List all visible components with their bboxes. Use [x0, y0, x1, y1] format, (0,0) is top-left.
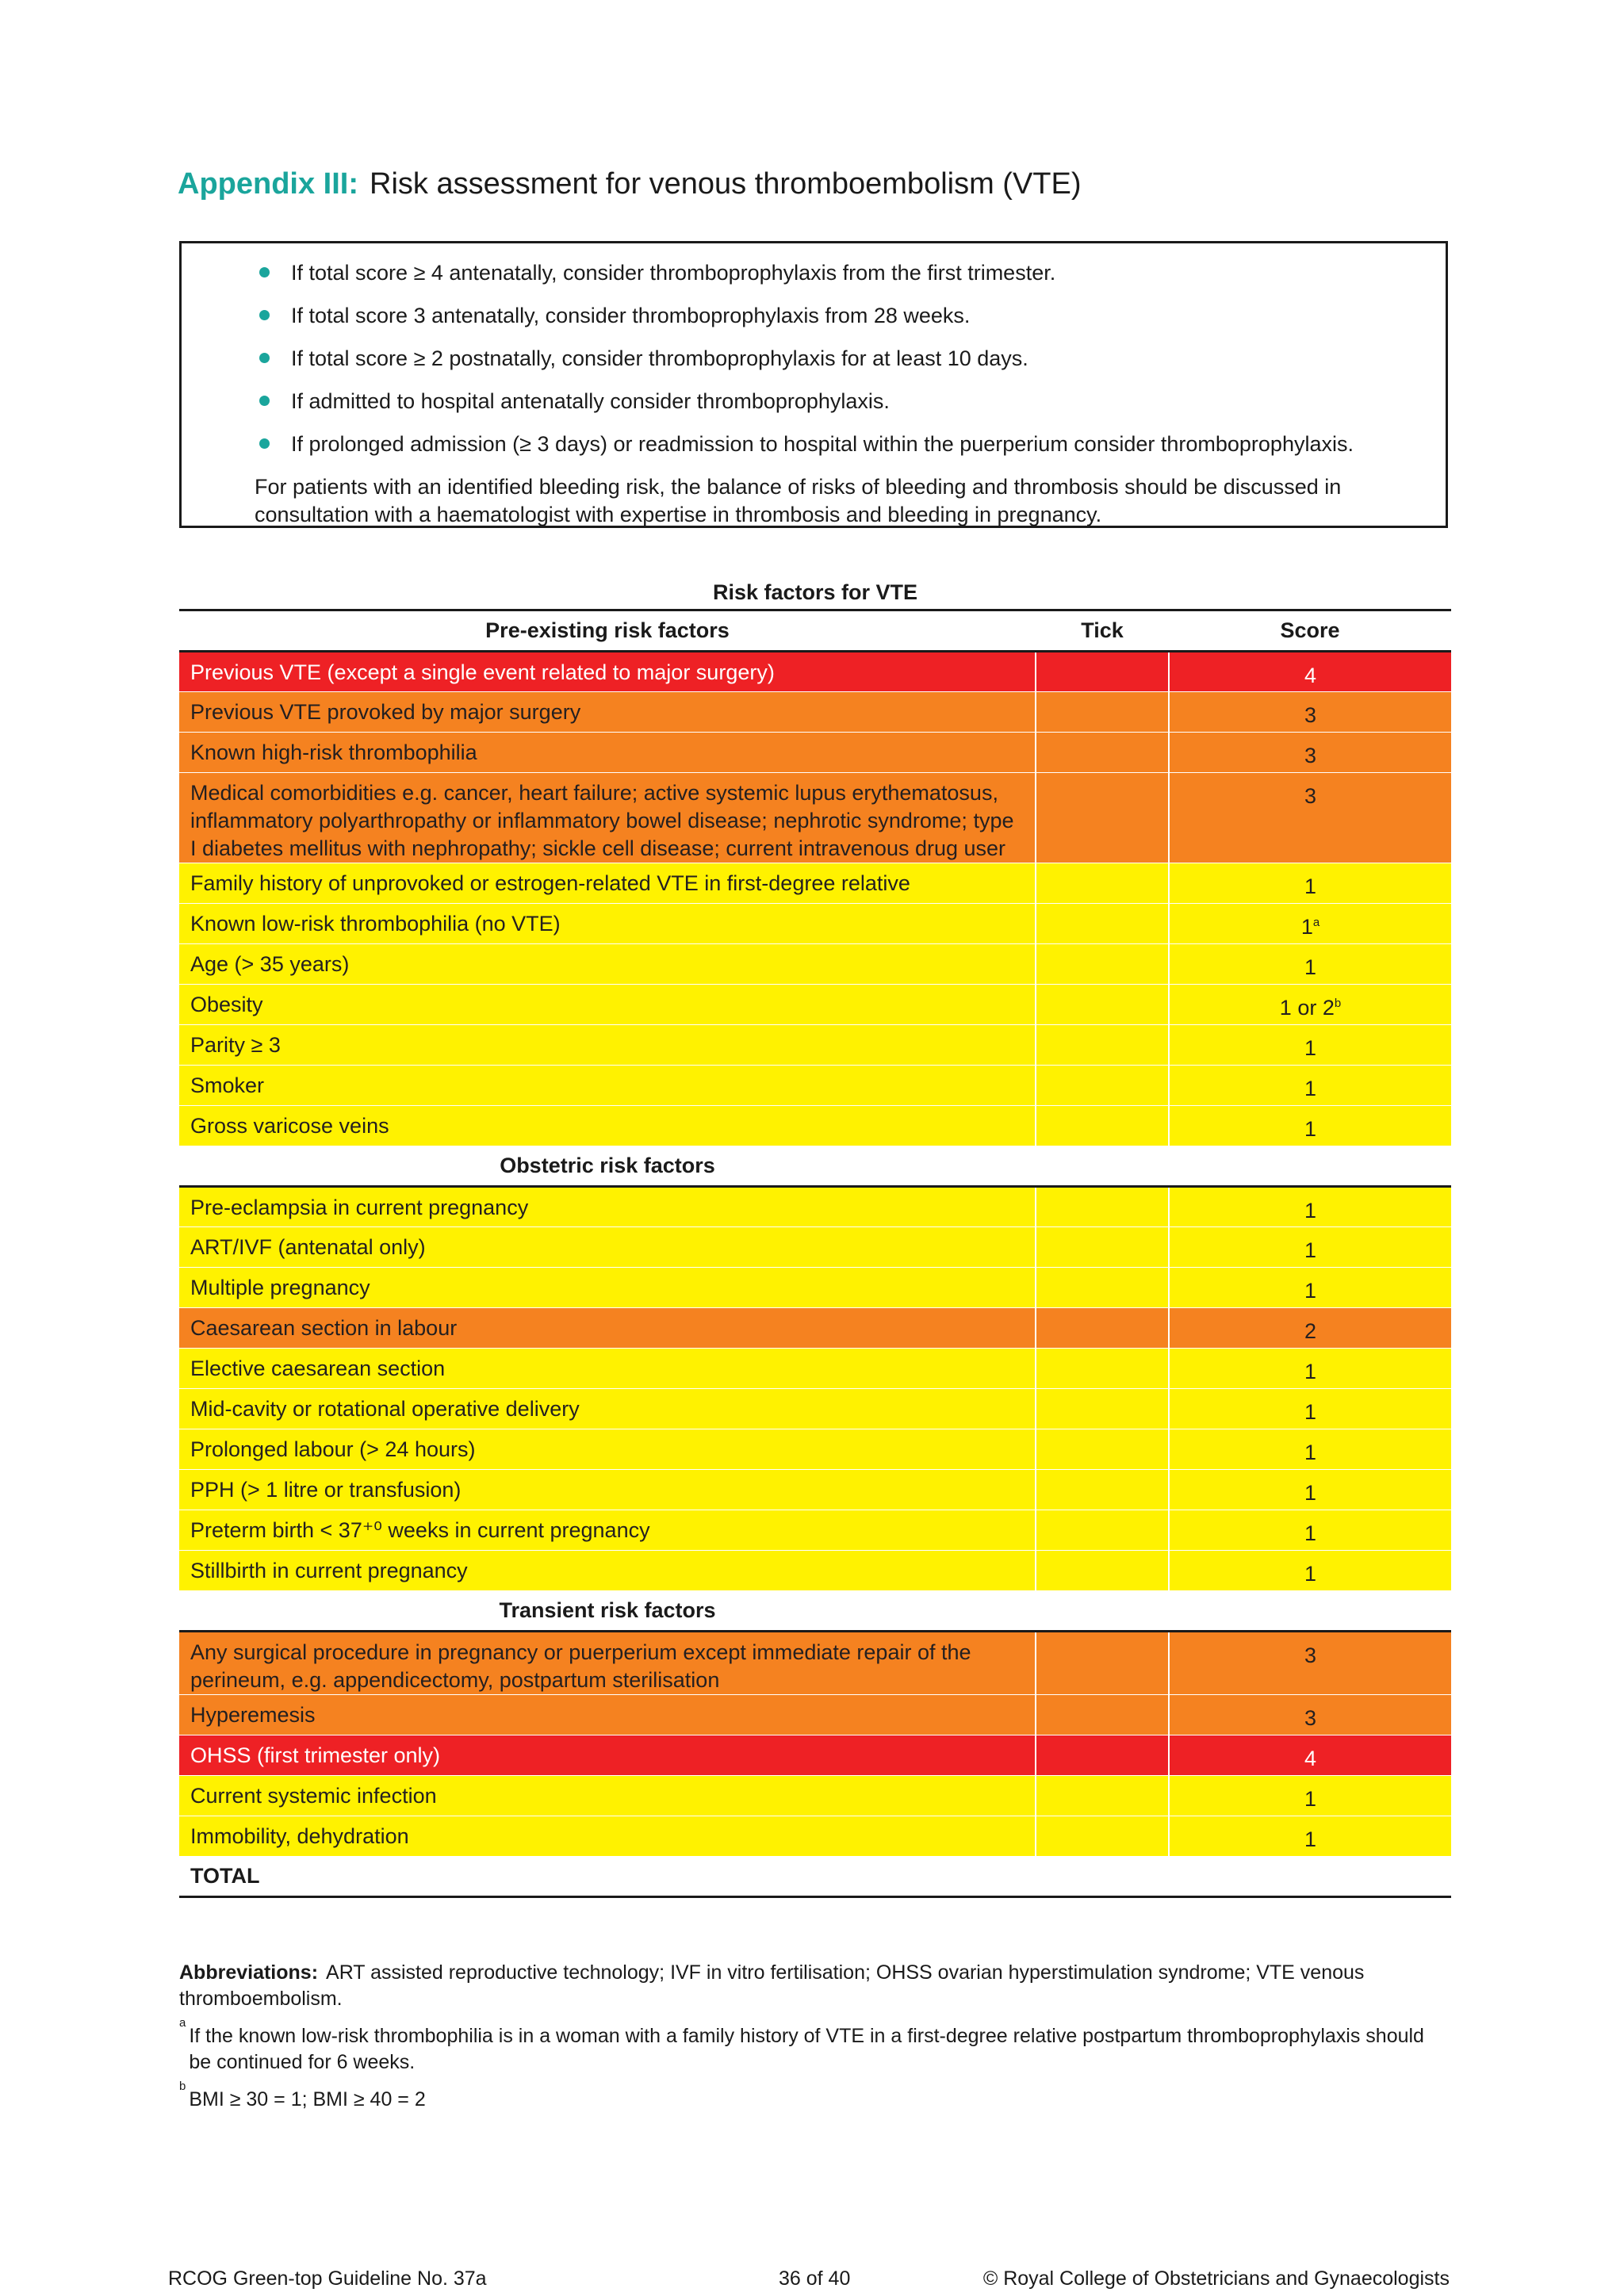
tick-cell[interactable]	[1036, 733, 1169, 773]
risk-factor-row	[179, 1470, 1451, 1510]
header-pre-existing: Pre-existing risk factors	[179, 610, 1036, 652]
risk-factor-label: Any surgical procedure in pregnancy or puerperium except immediate repair of the perineum, e.g. appendicectomy, postpartum sterilisation	[179, 1632, 1036, 1695]
score-footnote-mark: b	[1334, 997, 1342, 1010]
risk-factor-label: Pre-eclampsia in current pregnancy	[179, 1187, 1036, 1227]
tick-cell[interactable]	[1036, 985, 1169, 1025]
section-title-obstetric: Obstetric risk factors	[179, 1146, 1036, 1187]
tick-cell[interactable]	[1036, 1389, 1169, 1429]
score-value: 1	[1304, 1521, 1317, 1545]
bullet-dot-icon	[259, 396, 270, 406]
footer-guideline: RCOG Green-top Guideline No. 37a	[168, 2267, 487, 2290]
score-cell	[1169, 652, 1451, 692]
guidance-list	[255, 251, 1428, 465]
score-cell	[1169, 1695, 1451, 1735]
score-value: 1	[1304, 1827, 1317, 1851]
footnote-b	[179, 2080, 1448, 2113]
risk-factor-label: Elective caesarean section	[179, 1349, 1036, 1389]
score-cell	[1169, 1349, 1451, 1389]
risk-factor-row	[179, 904, 1451, 944]
tick-cell[interactable]	[1036, 1816, 1169, 1857]
bullet-dot-icon	[259, 353, 270, 363]
score-value: 4	[1304, 1747, 1317, 1770]
risk-factor-label: ART/IVF (antenatal only)	[179, 1227, 1036, 1268]
risk-factor-row	[179, 1389, 1451, 1429]
bullet-dot-icon	[259, 438, 270, 449]
transient-section	[179, 1632, 1451, 1857]
tick-cell[interactable]	[1036, 944, 1169, 985]
tick-cell[interactable]	[1036, 863, 1169, 904]
obstetric-header	[179, 1146, 1451, 1187]
page-title	[178, 164, 1082, 204]
score-value: 3	[1304, 1706, 1317, 1730]
score-value: 3	[1304, 744, 1317, 767]
guidance-bullet: If admitted to hospital antenatally consider thromboprophylaxis.	[255, 380, 1428, 423]
tick-cell[interactable]	[1036, 1308, 1169, 1349]
footer-page-number: 36 of 40	[779, 2267, 851, 2290]
score-cell	[1169, 1551, 1451, 1591]
risk-factor-label: Known high-risk thrombophilia	[179, 733, 1036, 773]
risk-factor-row	[179, 1776, 1451, 1816]
pre-existing-section	[179, 652, 1451, 1146]
risk-factor-label: OHSS (first trimester only)	[179, 1735, 1036, 1776]
score-cell	[1169, 1066, 1451, 1106]
tick-cell[interactable]	[1036, 1695, 1169, 1735]
score-value: 1 or 2	[1279, 996, 1335, 1020]
score-cell	[1169, 1510, 1451, 1551]
score-value: 3	[1304, 784, 1317, 808]
score-value: 4	[1304, 664, 1317, 687]
score-cell	[1169, 1389, 1451, 1429]
footnote-a	[179, 2016, 1448, 2076]
risk-factor-row	[179, 1227, 1451, 1268]
table-header-row	[179, 610, 1451, 652]
score-cell	[1169, 1632, 1451, 1695]
risk-factor-row	[179, 1695, 1451, 1735]
tick-cell[interactable]	[1036, 904, 1169, 944]
risk-factor-label: Stillbirth in current pregnancy	[179, 1551, 1036, 1591]
risk-factor-row	[179, 1308, 1451, 1349]
score-cell	[1169, 985, 1451, 1025]
risk-factor-label: Caesarean section in labour	[179, 1308, 1036, 1349]
score-value: 1	[1304, 1117, 1317, 1141]
score-cell	[1169, 863, 1451, 904]
score-value: 1	[1304, 1787, 1317, 1811]
score-cell	[1169, 1025, 1451, 1066]
risk-factor-row	[179, 1025, 1451, 1066]
transient-header	[179, 1591, 1451, 1632]
score-value: 1	[1304, 1441, 1317, 1464]
risk-factor-row	[179, 985, 1451, 1025]
tick-cell[interactable]	[1036, 652, 1169, 692]
total-label: TOTAL	[179, 1857, 1036, 1897]
score-cell	[1169, 904, 1451, 944]
risk-factor-label: PPH (> 1 litre or transfusion)	[179, 1470, 1036, 1510]
score-value: 1	[1304, 955, 1317, 979]
bullet-dot-icon	[259, 310, 270, 320]
risk-factor-label: Family history of unprovoked or estrogen-related VTE in first-degree relative	[179, 863, 1036, 904]
score-value: 1	[1304, 1077, 1317, 1100]
header-score: Score	[1169, 610, 1451, 652]
score-cell	[1169, 1816, 1451, 1857]
appendix-title: Risk assessment for venous thromboembolism (VTE)	[370, 167, 1082, 201]
risk-factor-label: Previous VTE (except a single event related to major surgery)	[179, 652, 1036, 692]
tick-cell[interactable]	[1036, 692, 1169, 733]
tick-cell[interactable]	[1036, 1429, 1169, 1470]
score-value: 1	[1304, 1562, 1317, 1586]
abbreviations-label: Abbreviations:	[179, 1961, 319, 1984]
risk-factor-label: Smoker	[179, 1066, 1036, 1106]
score-cell	[1169, 1735, 1451, 1776]
score-cell	[1169, 1268, 1451, 1308]
risk-factor-label: Multiple pregnancy	[179, 1268, 1036, 1308]
score-value: 3	[1304, 703, 1317, 727]
score-cell	[1169, 692, 1451, 733]
tick-cell[interactable]	[1036, 1187, 1169, 1227]
score-value: 1	[1304, 1279, 1317, 1303]
vte-risk-table	[179, 609, 1451, 1898]
tick-cell[interactable]	[1036, 1268, 1169, 1308]
risk-factor-label: Hyperemesis	[179, 1695, 1036, 1735]
score-value: 1	[1304, 1360, 1317, 1383]
risk-factor-label: Age (> 35 years)	[179, 944, 1036, 985]
guidance-bullet: If total score 3 antenatally, consider thromboprophylaxis from 28 weeks.	[255, 294, 1428, 337]
risk-factor-row	[179, 733, 1451, 773]
score-value: 1	[1304, 1199, 1317, 1223]
guidance-bullet: If total score ≥ 4 antenatally, consider thromboprophylaxis from the first trimester.	[255, 251, 1428, 294]
footer-copyright: © Royal College of Obstetricians and Gynaecologists	[982, 2267, 1450, 2290]
tick-cell[interactable]	[1036, 773, 1169, 863]
page-footer	[168, 2266, 1450, 2291]
risk-factor-label: Previous VTE provoked by major surgery	[179, 692, 1036, 733]
footnote-b-text: BMI ≥ 30 = 1; BMI ≥ 40 = 2	[189, 2088, 426, 2110]
tick-cell[interactable]	[1036, 1106, 1169, 1146]
risk-factor-row	[179, 1816, 1451, 1857]
risk-factor-label: Preterm birth < 37⁺⁰ weeks in current pregnancy	[179, 1510, 1036, 1551]
risk-factor-label: Mid-cavity or rotational operative delivery	[179, 1389, 1036, 1429]
score-cell	[1169, 733, 1451, 773]
risk-factor-label: Parity ≥ 3	[179, 1025, 1036, 1066]
score-cell	[1169, 1776, 1451, 1816]
total-score-cell	[1169, 1857, 1451, 1897]
risk-factor-row	[179, 773, 1451, 863]
risk-factor-row	[179, 1735, 1451, 1776]
risk-factor-label: Medical comorbidities e.g. cancer, heart failure; active systemic lupus erythematosus, inflammatory polyarthropathy or inflammatory bowel disease; nephrotic syndrome; type I diabetes mellitus with nephropathy; sickle cell disease; current intravenous drug user	[179, 773, 1036, 863]
score-value: 1	[1304, 1481, 1317, 1505]
risk-factor-row	[179, 1268, 1451, 1308]
header-tick: Tick	[1036, 610, 1169, 652]
total-row	[179, 1857, 1451, 1897]
footnote-a-text: If the known low-risk thrombophilia is in a woman with a family history of VTE in a first-degree relative postpartum thromboprophylaxis should be continued for 6 weeks.	[189, 2025, 1424, 2073]
guidance-bullet: If prolonged admission (≥ 3 days) or readmission to hospital within the puerperium consider thromboprophylaxis.	[255, 423, 1428, 465]
risk-factor-label: Gross varicose veins	[179, 1106, 1036, 1146]
risk-factor-row	[179, 1187, 1451, 1227]
table-caption: Risk factors for VTE	[712, 580, 918, 604]
total-tick-cell[interactable]	[1036, 1857, 1169, 1897]
tick-cell[interactable]	[1036, 1632, 1169, 1695]
abbreviations	[179, 1960, 1448, 2012]
appendix-label: Appendix III:	[178, 167, 358, 201]
risk-factor-row	[179, 1510, 1451, 1551]
score-value: 1	[1304, 1036, 1317, 1060]
score-value: 2	[1304, 1319, 1317, 1343]
score-cell	[1169, 773, 1451, 863]
risk-factor-row	[179, 652, 1451, 692]
tick-cell[interactable]	[1036, 1349, 1169, 1389]
score-cell	[1169, 1187, 1451, 1227]
score-cell	[1169, 1470, 1451, 1510]
score-value: 3	[1304, 1644, 1317, 1667]
risk-factor-row	[179, 1349, 1451, 1389]
tick-cell[interactable]	[1036, 1551, 1169, 1591]
risk-factor-row	[179, 1066, 1451, 1106]
risk-factor-row	[179, 1106, 1451, 1146]
score-cell	[1169, 1227, 1451, 1268]
score-cell	[1169, 944, 1451, 985]
risk-factor-row	[179, 1632, 1451, 1695]
guidance-box	[179, 241, 1448, 528]
tick-cell[interactable]	[1036, 1025, 1169, 1066]
risk-factor-label: Prolonged labour (> 24 hours)	[179, 1429, 1036, 1470]
score-footnote-mark: a	[1312, 916, 1320, 929]
score-cell	[1169, 1308, 1451, 1349]
tick-cell[interactable]	[1036, 1470, 1169, 1510]
tick-cell[interactable]	[1036, 1735, 1169, 1776]
risk-factor-row	[179, 1429, 1451, 1470]
tick-cell[interactable]	[1036, 1510, 1169, 1551]
risk-factor-row	[179, 863, 1451, 904]
score-value: 1	[1304, 874, 1317, 898]
score-cell	[1169, 1106, 1451, 1146]
tick-cell[interactable]	[1036, 1776, 1169, 1816]
tick-cell[interactable]	[1036, 1066, 1169, 1106]
risk-factor-row	[179, 1551, 1451, 1591]
risk-factor-label: Obesity	[179, 985, 1036, 1025]
section-title-transient: Transient risk factors	[179, 1591, 1036, 1632]
obstetric-section	[179, 1187, 1451, 1591]
score-value: 1	[1300, 915, 1313, 939]
score-value: 1	[1304, 1238, 1317, 1262]
footnotes	[179, 1960, 1448, 2124]
risk-factor-row	[179, 944, 1451, 985]
guidance-bullet: If total score ≥ 2 postnatally, consider thromboprophylaxis for at least 10 days.	[255, 337, 1428, 380]
score-cell	[1169, 1429, 1451, 1470]
risk-factor-row	[179, 692, 1451, 733]
bleeding-risk-note: For patients with an identified bleeding risk, the balance of risks of bleeding and thrombosis should be discussed in consultation with a haematologist with expertise in thrombosis and bleeding in pregnancy.	[255, 475, 1342, 526]
footnote-a-mark: a	[179, 2016, 186, 2030]
score-value: 1	[1304, 1400, 1317, 1424]
risk-factor-label: Immobility, dehydration	[179, 1816, 1036, 1857]
risk-factor-label: Current systemic infection	[179, 1776, 1036, 1816]
abbreviations-text: ART assisted reproductive technology; IVF in vitro fertilisation; OHSS ovarian hyperstimulation syndrome; VTE venous thromboembolism.	[179, 1961, 1365, 2010]
tick-cell[interactable]	[1036, 1227, 1169, 1268]
footnote-b-mark: b	[179, 2080, 186, 2093]
risk-factor-label: Known low-risk thrombophilia (no VTE)	[179, 904, 1036, 944]
bullet-dot-icon	[259, 267, 270, 277]
